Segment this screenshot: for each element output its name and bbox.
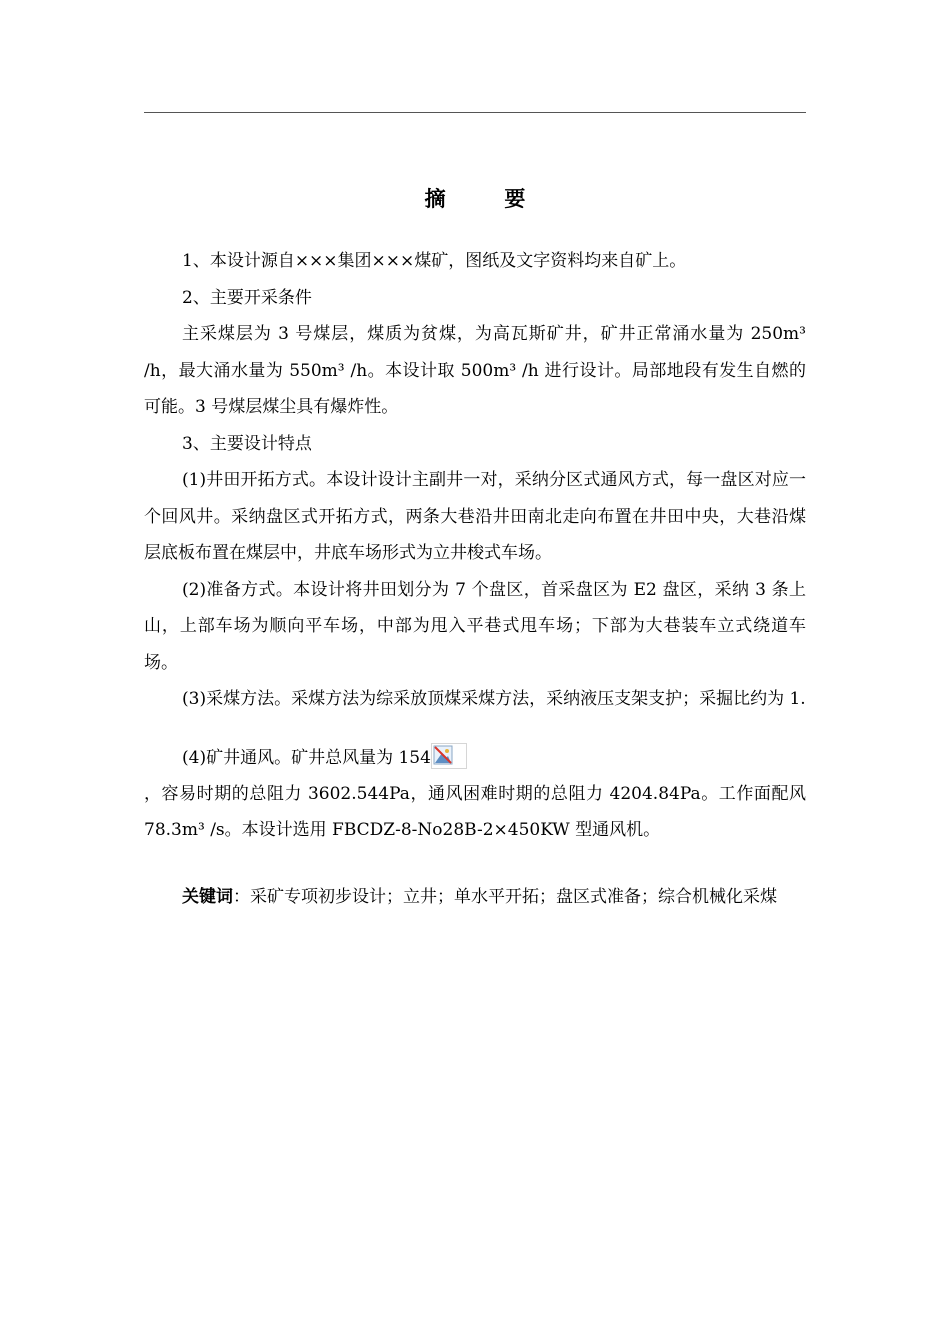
paragraph-mining-method: (3)采煤方法。采煤方法为综采放顶煤采煤方法，采纳液压支架支护；采掘比约为 1.: [182, 689, 806, 709]
page-title: 摘 要: [424, 187, 545, 211]
abstract-body: [144, 243, 806, 915]
paragraph-conditions: 主采煤层为 3 号煤层，煤质为贫煤，为高瓦斯矿井，矿井正常涌水量为 250m³ /h，最大涌水量为 550m³ /h。本设计取 500m³ /h 进行设计。局部地段有发生自燃的可能。3 号煤层煤尘具有爆炸性。: [144, 324, 806, 417]
paragraph-features-heading: 3、主要设计特点: [182, 433, 312, 454]
paragraph-source: 1、本设计源自×××集团×××煤矿，图纸及文字资料均来自矿上。: [182, 251, 687, 271]
keywords-label: 关键词: [182, 886, 233, 907]
broken-image-icon: [431, 743, 467, 769]
paragraph-ventilation-cont: [144, 776, 806, 849]
keywords-paragraph: [144, 879, 806, 916]
paragraph-preparation: (2)准备方式。本设计将井田划分为 7 个盘区，首采盘区为 E2 盘区，采纳 3 条上山，上部车场为顺向平车场，中部为甩入平巷式甩车场；下部为大巷装车立式绕道车场。: [144, 579, 806, 673]
keywords-text: ：采矿专项初步设计；立井；单水平开拓；盘区式准备；综合机械化采煤: [233, 886, 777, 907]
ventilation-text-end: ，容易时期的总阻力 3602.544Pa，通风困难时期的总阻力 4204.84Pa。工作面配风 78.3m³ /s。本设计选用 FBCDZ-8-No28B-2×450KW 型通风机。: [144, 783, 806, 840]
broken-image-glyph: [433, 745, 453, 765]
ventilation-text-start: (4)矿井通风。矿井总风量为 154: [182, 747, 431, 768]
header-rule: [144, 112, 806, 113]
paragraph-development: (1)井田开拓方式。本设计设计主副井一对，采纳分区式通风方式，每一盘区对应一个回风井。采纳盘区式开拓方式，两条大巷沿井田南北走向布置在井田中央，大巷沿煤层底板布置在煤层中，井底车场形式为立井梭式车场。: [144, 470, 806, 563]
paragraph-conditions-heading: 2、主要开采条件: [182, 287, 312, 308]
